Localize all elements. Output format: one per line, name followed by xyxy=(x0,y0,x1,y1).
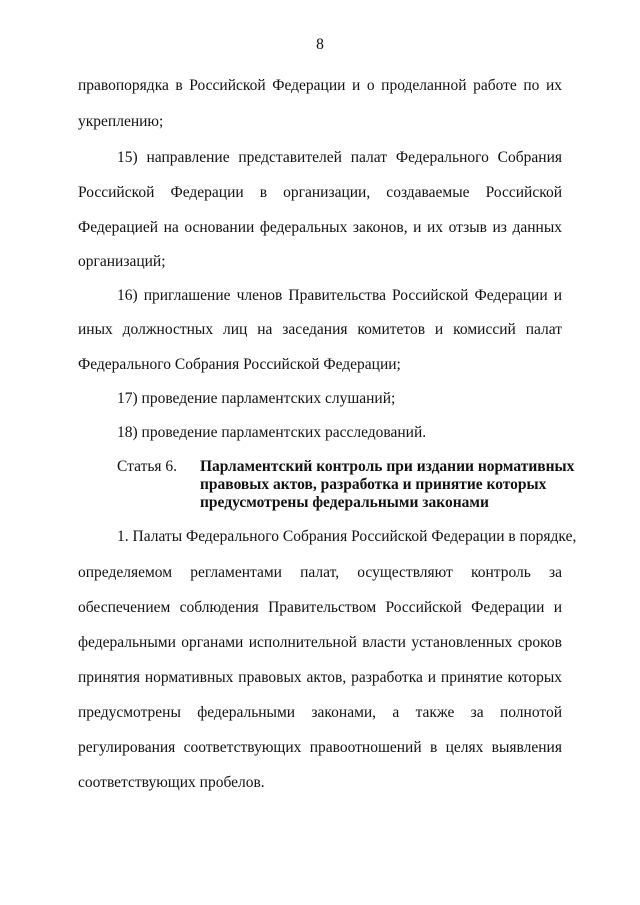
text-line: иных должностных лиц на заседания комитетов и комиссий палат xyxy=(78,321,562,338)
article-title-line: предусмотрены федеральными законами xyxy=(200,494,489,511)
text-line: организаций; xyxy=(78,253,166,270)
list-item-18: 18) проведение парламентских расследований. xyxy=(117,424,427,441)
page-number: 8 xyxy=(316,36,324,53)
text-line: Федерацией на основании федеральных законов, и их отзыв из данных xyxy=(78,219,562,236)
text-line: Федерального Собрания Российской Федерации; xyxy=(78,356,401,373)
list-item-17: 17) проведение парламентских слушаний; xyxy=(117,390,396,407)
text-line: правопорядка в Российской Федерации и о проделанной работе по их xyxy=(78,77,562,94)
paragraph-first-line: 1. Палаты Федерального Собрания Российской Федерации в порядке, xyxy=(117,528,577,545)
text-line: соответствующих пробелов. xyxy=(78,774,265,791)
article-label: Статья 6. xyxy=(117,458,178,475)
text-line: регулирования соответствующих правоотношений в целях выявления xyxy=(78,739,562,756)
list-item-15-first-line: 15) направление представителей палат Федерального Собрания xyxy=(117,149,562,166)
text-line: предусмотрены федеральными законами, а также за полнотой xyxy=(78,704,562,721)
text-line: Российской Федерации в организации, создаваемые Российской xyxy=(78,184,562,201)
text-line: определяемом регламентами палат, осуществляют контроль за xyxy=(78,564,562,581)
article-title-line: Парламентский контроль при издании нормативных xyxy=(200,458,575,475)
list-item-16-first-line: 16) приглашение членов Правительства Российской Федерации и xyxy=(117,287,562,304)
text-line: принятия нормативных правовых актов, разработка и принятие которых xyxy=(78,669,562,686)
text-line: укреплению; xyxy=(78,113,164,130)
text-line: обеспечением соблюдения Правительством Российской Федерации и xyxy=(78,599,562,616)
text-line: федеральными органами исполнительной власти установленных сроков xyxy=(78,634,562,651)
article-title-line: правовых актов, разработка и принятие которых xyxy=(200,476,547,493)
